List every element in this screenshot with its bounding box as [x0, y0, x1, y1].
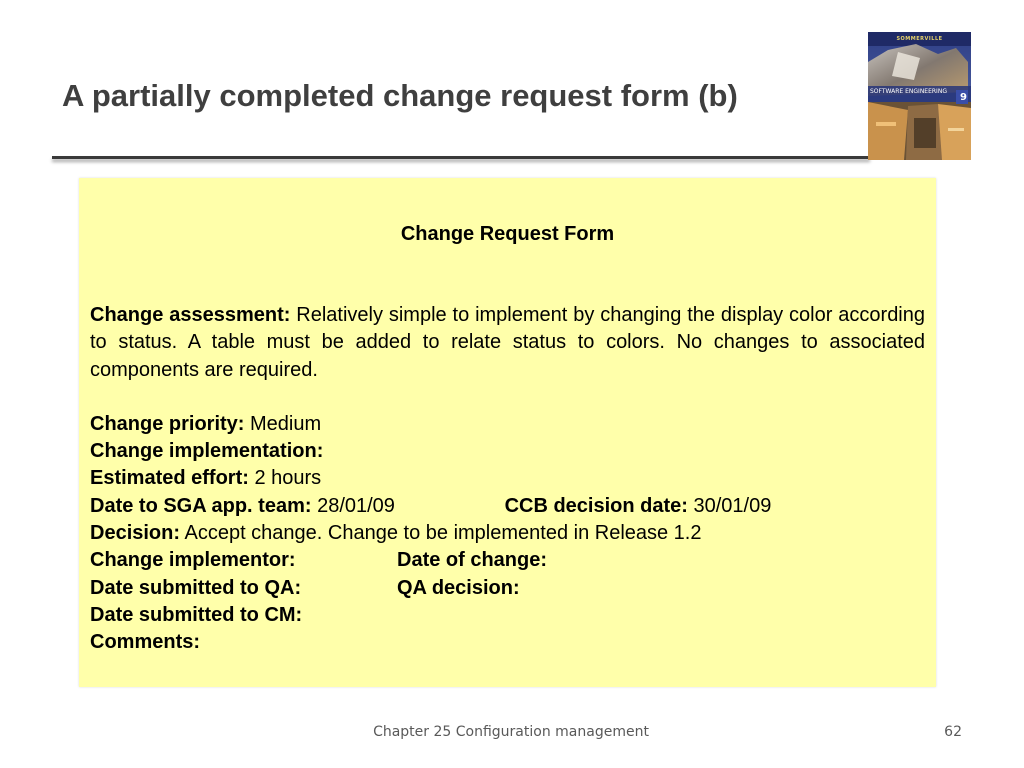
change-request-form [79, 178, 936, 687]
estimated-effort-label: Estimated effort: [90, 467, 249, 490]
date-of-change-label: Date of change: [397, 549, 548, 572]
decision-label: Decision: [90, 522, 181, 545]
change-implementation-field [90, 438, 925, 465]
slide-title: A partially completed change request form (b) [62, 78, 738, 113]
title-divider [52, 156, 870, 159]
page-number: 62 [944, 724, 962, 740]
change-assessment-label: Change assessment: [90, 304, 291, 326]
book-title: SOFTWARE ENGINEERING [870, 88, 947, 95]
estimated-effort-field [90, 465, 925, 492]
book-edition: 9 [960, 92, 967, 103]
implementor-row [90, 547, 925, 574]
form-content [90, 302, 925, 657]
sga-date-label: Date to SGA app. team: [90, 494, 312, 517]
comments-field [90, 629, 925, 656]
qa-row [90, 575, 925, 602]
book-series-label: SOMMERVILLE [896, 36, 943, 42]
decision-field [90, 520, 925, 547]
change-priority-label: Change priority: [90, 412, 245, 435]
change-assessment-field [90, 302, 925, 384]
estimated-effort-value: 2 hours [254, 467, 322, 490]
cm-submitted-label: Date submitted to CM: [90, 603, 303, 626]
qa-decision-label: QA decision: [397, 576, 520, 599]
footer-chapter: Chapter 25 Configuration management [373, 724, 649, 740]
change-implementation-label: Change implementation: [90, 440, 324, 463]
cm-submitted-field [90, 602, 925, 629]
spacer [90, 384, 925, 411]
change-priority-field [90, 411, 925, 438]
decision-value: Accept change. Change to be implemented in Release 1.2 [184, 522, 702, 545]
dates-row [90, 493, 925, 520]
comments-label: Comments: [90, 631, 201, 654]
sga-date-field [90, 493, 499, 520]
qa-submitted-label: Date submitted to QA: [90, 576, 302, 599]
form-title: Change Request Form [400, 223, 615, 245]
ccb-date-label: CCB decision date: [504, 494, 688, 517]
change-assessment-value: Relatively simple to implement by changing the display color according to status. A table must be added to relate status to colors. No changes to associated components are required. [90, 304, 926, 381]
change-implementor-label: Change implementor: [90, 549, 296, 572]
ccb-date-field [499, 495, 771, 517]
ccb-date-value: 30/01/09 [693, 494, 772, 517]
sga-date-value: 28/01/09 [317, 494, 395, 517]
change-priority-value: Medium [250, 412, 322, 435]
book-cover-image [868, 32, 971, 160]
